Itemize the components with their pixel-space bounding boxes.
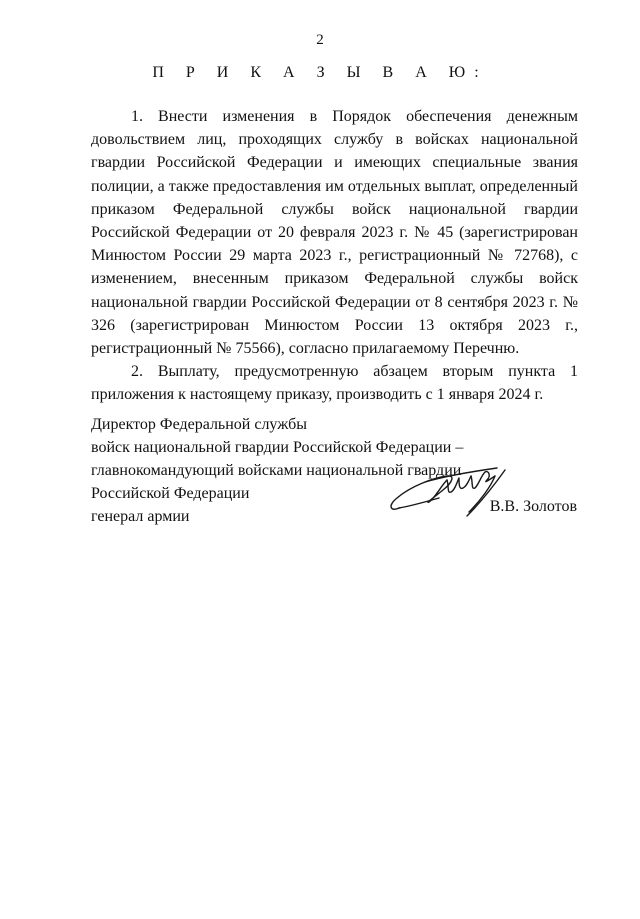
paragraph-2: 2. Выплату, предусмотренную абзацем вторым пункта 1 приложения к настоящему приказу, производить с 1 января 2024 г. [91,363,578,404]
signatory-title-line: Российской Федерации [91,485,250,502]
order-heading: П Р И К А З Ы В А Ю: [152,64,488,81]
paragraph-1: 1. Внести изменения в Порядок обеспечения денежным довольствием лиц, проходящих службу в войсках национальной гвардии Российской Федерации и имеющих специальные звания полиции, а также предоставления им отдельных выплат, определенный приказом Федеральной службы войск национальной гвардии Российской Федерации от 20 февраля 2023 г. № 45 (зарегистрирован Минюстом России 29 марта 2023 г., регистрационный № 72768), с изменением, внесенным приказом Федеральной службы войск национальной гвардии Российской Федерации от 8 сентября 2023 г. № 326 (зарегистрирован Минюстом России 13 октября 2023 г., регистрационный № 75566), согласно прилагаемому Перечню. [91,108,578,358]
order-body [91,105,578,407]
signatory-title-line: Директор Федеральной службы [91,416,307,433]
signatory-title-line: генерал армии [91,508,190,525]
signatory-title-line: главнокомандующий войсками национальной гвардии [91,462,462,479]
signatory-title-line: войск национальной гвардии Российской Федерации – [91,439,464,456]
page-number: 2 [316,32,324,48]
signatory-name: В.В. Золотов [489,498,577,515]
